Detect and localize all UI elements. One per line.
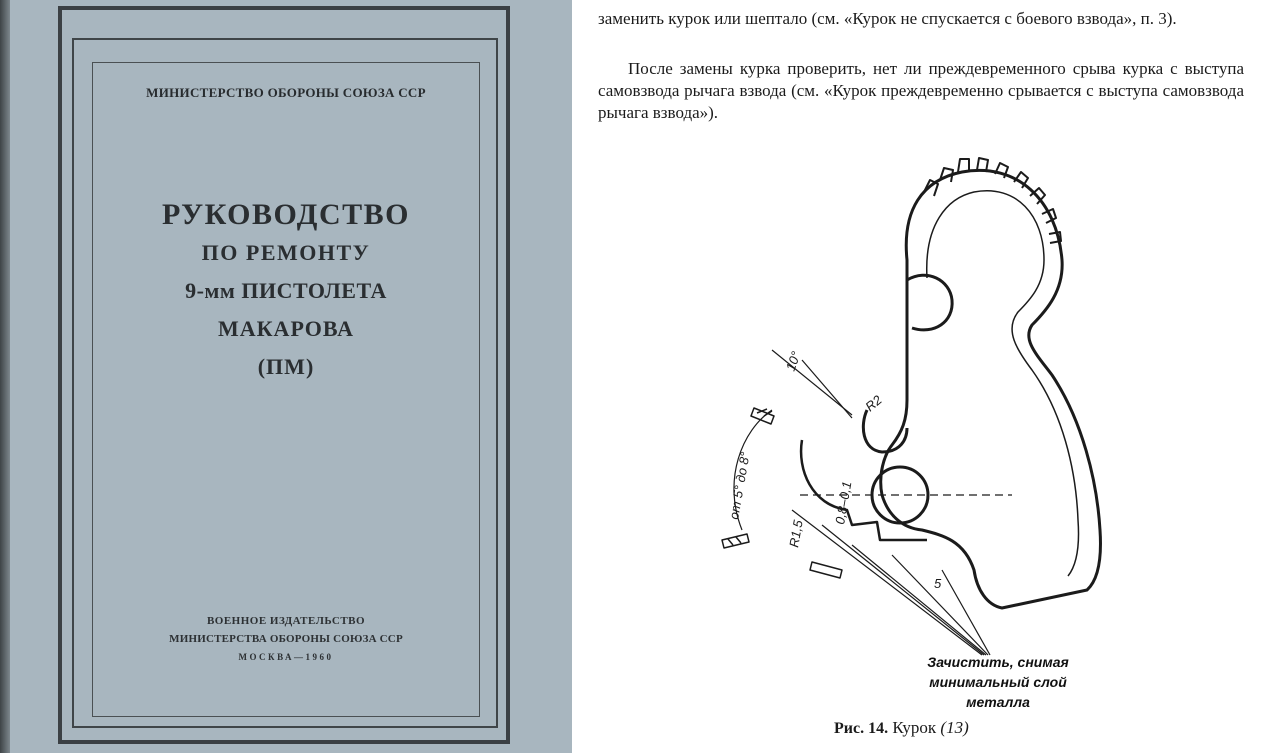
cover-title-line: 9-мм ПИСТОЛЕТА [185,278,387,303]
cover-title-line: РУКОВОДСТВО [162,198,410,231]
figure-title: Курок [892,718,937,737]
figure-caption [834,718,1074,738]
dimension-label: R2 [862,392,885,415]
dimension-label: 5 [934,576,942,591]
hammer-technical-drawing [702,150,1222,660]
cover-publisher-line: МИНИСТЕРСТВА ОБОРОНЫ СОЮЗА ССР [169,633,403,645]
leader-line [852,545,986,655]
hatch-region [810,562,842,578]
dimension-label: 10° [782,349,804,374]
dimension-label: R1,5 [786,518,806,549]
figure-note [898,652,1098,712]
dimension-line [772,350,852,415]
cover-publisher-bottom [92,612,480,666]
dimension-label: от 5° до 8° [726,450,753,521]
cover-title-line: ПО РЕМОНТУ [201,240,371,265]
figure-note-line: Зачистить, снимая [927,654,1069,670]
hammer-outline [881,170,1101,608]
book-cover [0,0,572,753]
paragraph: заменить курок или шептало (см. «Курок не спускается с боевого взвода», п. 3). [598,9,1177,28]
cover-publisher-city-year: МОСКВА—1960 [238,652,334,662]
cover-title [92,196,480,386]
leader-line [822,525,984,655]
dimension-line [802,360,852,418]
leader-line [792,510,982,655]
manual-page [572,0,1261,753]
cover-title-line: (ПМ) [257,354,315,379]
figure-note-line: минимальный слой [929,674,1067,690]
cover-title-line: МАКАРОВА [217,316,355,341]
paragraph: После замены курка проверить, нет ли преждевременного срыва курка с выступа самовзвода рычага взвода (см. «Курок преждевременно срывается с выступа самовзвода рычага взвода»). [598,59,1244,122]
figure-reference: (13) [940,718,969,737]
hammer-lug [907,275,952,330]
cover-publisher-top: МИНИСТЕРСТВО ОБОРОНЫ СОЮЗА ССР [146,85,426,100]
figure-number: Рис. 14. [834,720,889,737]
cover-publisher-line: ВОЕННОЕ ИЗДАТЕЛЬСТВО [206,615,366,627]
hatch-region [722,534,749,548]
cover-spine-edge [0,0,10,753]
dimension-label: 0,8–0,1 [832,480,855,526]
figure-note-line: металла [966,694,1030,710]
